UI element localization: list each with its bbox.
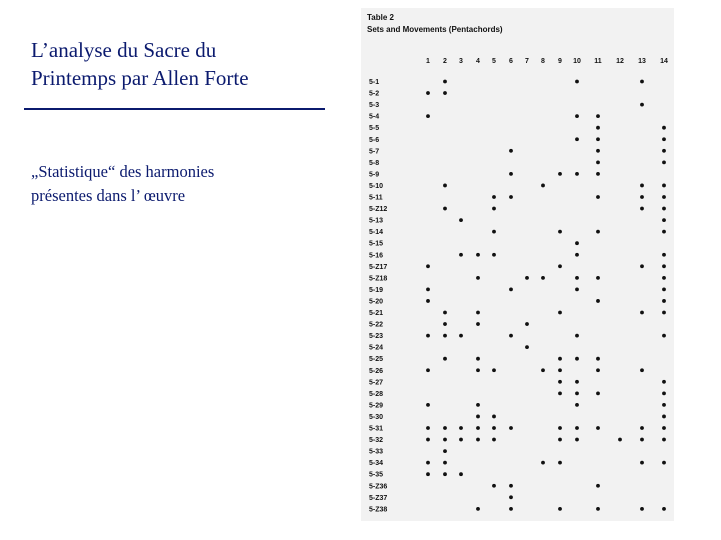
column-header-9: 9 (558, 58, 562, 65)
movement-mark (596, 484, 600, 488)
movement-mark (640, 207, 644, 211)
row-label: 5-6 (369, 136, 380, 144)
movement-mark (575, 380, 579, 384)
row-label: 5-25 (369, 356, 384, 364)
movement-mark (443, 426, 447, 430)
movement-mark (558, 311, 562, 315)
movement-mark (640, 426, 644, 430)
movement-mark (662, 195, 666, 199)
movement-mark (640, 311, 644, 315)
movement-mark (443, 461, 447, 465)
scanned-table-image (361, 8, 674, 521)
movement-mark (640, 195, 644, 199)
row-label: 5-33 (369, 448, 384, 456)
movement-mark (426, 288, 430, 292)
column-header-2: 2 (443, 58, 447, 65)
column-header-13: 13 (638, 58, 646, 65)
movement-mark (662, 126, 666, 130)
movement-mark (662, 311, 666, 315)
movement-mark (596, 357, 600, 361)
movement-mark (596, 507, 600, 511)
movement-mark (596, 391, 600, 395)
movement-mark (575, 114, 579, 118)
movement-mark (492, 438, 496, 442)
movement-mark (575, 80, 579, 84)
table-caption-title: Table 2 (367, 13, 394, 22)
movement-mark (541, 368, 545, 372)
movement-mark (640, 80, 644, 84)
row-label: 5-11 (369, 194, 383, 202)
movement-mark (443, 472, 447, 476)
movement-mark (662, 276, 666, 280)
row-label: 5-4 (369, 113, 380, 121)
movement-mark (426, 368, 430, 372)
movement-mark (525, 345, 529, 349)
column-header-6: 6 (509, 58, 513, 65)
column-header-3: 3 (459, 58, 463, 65)
movement-mark (640, 461, 644, 465)
movement-mark (426, 91, 430, 95)
movement-mark (575, 172, 579, 176)
movement-mark (596, 276, 600, 280)
movement-mark (476, 403, 480, 407)
row-label: 5-35 (369, 471, 384, 479)
movement-mark (509, 334, 513, 338)
column-header-10: 10 (573, 58, 581, 65)
movement-mark (662, 391, 666, 395)
row-label: 5-1 (369, 79, 380, 86)
row-label: 5-14 (369, 229, 384, 237)
movement-mark (575, 288, 579, 292)
movement-mark (662, 461, 666, 465)
row-label: 5-21 (369, 310, 384, 317)
movement-mark (662, 253, 666, 257)
movement-mark (459, 438, 463, 442)
row-label: 5-13 (369, 217, 384, 225)
movement-mark (509, 495, 513, 499)
movement-mark (596, 172, 600, 176)
row-label: 5-2 (369, 90, 380, 98)
row-label: 5-31 (369, 425, 384, 433)
movement-mark (492, 195, 496, 199)
column-header-4: 4 (476, 58, 480, 65)
row-label: 5-9 (369, 171, 380, 179)
movement-mark (443, 184, 447, 188)
column-header-8: 8 (541, 58, 545, 65)
movement-mark (509, 484, 513, 488)
movement-mark (575, 253, 579, 257)
movement-mark (640, 184, 644, 188)
movement-mark (426, 114, 430, 118)
movement-mark (443, 91, 447, 95)
movement-mark (459, 426, 463, 430)
row-label: 5-24 (369, 344, 384, 352)
row-label: 5-19 (369, 286, 384, 294)
row-label: 5-Z17 (369, 263, 388, 271)
movement-mark (509, 172, 513, 176)
movement-mark (492, 253, 496, 257)
movement-mark (662, 184, 666, 188)
movement-mark (558, 461, 562, 465)
movement-mark (662, 438, 666, 442)
row-label: 5-15 (369, 240, 384, 248)
movement-mark (575, 357, 579, 361)
movement-mark (662, 207, 666, 211)
row-label: 5-27 (369, 379, 384, 387)
movement-mark (662, 299, 666, 303)
movement-mark (476, 311, 480, 315)
movement-mark (662, 288, 666, 292)
movement-mark (662, 507, 666, 511)
movement-mark (558, 172, 562, 176)
column-header-12: 12 (616, 58, 624, 65)
movement-mark (640, 438, 644, 442)
row-label: 5-28 (369, 390, 384, 398)
movement-mark (525, 276, 529, 280)
column-header-14: 14 (660, 58, 668, 65)
row-label: 5-26 (369, 367, 384, 375)
movement-mark (459, 472, 463, 476)
movement-mark (640, 264, 644, 268)
movement-mark (662, 426, 666, 430)
movement-mark (443, 334, 447, 338)
column-header-1: 1 (426, 58, 430, 65)
movement-mark (525, 322, 529, 326)
movement-mark (558, 357, 562, 361)
movement-mark (662, 149, 666, 153)
row-label: 5-29 (369, 402, 384, 410)
movement-mark (575, 438, 579, 442)
row-label: 5-20 (369, 298, 384, 306)
movement-mark (596, 149, 600, 153)
column-header-5: 5 (492, 58, 496, 65)
movement-mark (662, 334, 666, 338)
movement-mark (596, 426, 600, 430)
movement-mark (575, 334, 579, 338)
movement-mark (492, 368, 496, 372)
title-divider (24, 108, 325, 110)
movement-mark (509, 195, 513, 199)
movement-mark (492, 207, 496, 211)
row-label: 5-Z12 (369, 206, 388, 214)
slide-title-line-1: L’analyse du Sacre du (31, 38, 217, 62)
movement-mark (662, 230, 666, 234)
movement-mark (662, 218, 666, 222)
movement-mark (640, 368, 644, 372)
movement-mark (509, 149, 513, 153)
movement-mark (492, 415, 496, 419)
movement-mark (492, 426, 496, 430)
row-labels (369, 79, 387, 513)
row-label: 5-5 (369, 125, 380, 133)
movement-mark (426, 426, 430, 430)
movement-mark (575, 137, 579, 141)
movement-mark (558, 438, 562, 442)
movement-mark (426, 461, 430, 465)
row-label: 5-8 (369, 159, 380, 167)
movement-mark (558, 264, 562, 268)
movement-mark (558, 230, 562, 234)
movement-mark (459, 334, 463, 338)
row-label: 5-22 (369, 321, 384, 329)
movement-mark (476, 368, 480, 372)
movement-mark (558, 426, 562, 430)
movement-mark (426, 403, 430, 407)
movement-mark (662, 415, 666, 419)
movement-mark (509, 507, 513, 511)
table-caption-subtitle: Sets and Movements (Pentachords) (367, 25, 503, 34)
movement-mark (426, 299, 430, 303)
movement-mark (492, 230, 496, 234)
movement-marks (426, 80, 666, 511)
movement-mark (426, 334, 430, 338)
movement-mark (509, 288, 513, 292)
movement-mark (596, 126, 600, 130)
movement-mark (662, 380, 666, 384)
row-label: 5-10 (369, 182, 384, 190)
movement-mark (575, 276, 579, 280)
movement-mark (459, 253, 463, 257)
slide-subtitle-line-1: „Statistique“ des harmonies (31, 162, 215, 181)
row-label: 5-Z38 (369, 506, 388, 514)
movement-mark (443, 357, 447, 361)
movement-mark (662, 160, 666, 164)
row-label: 5-7 (369, 148, 380, 156)
movement-mark (476, 357, 480, 361)
movement-mark (596, 195, 600, 199)
movement-mark (541, 184, 545, 188)
movement-mark (476, 507, 480, 511)
movement-mark (426, 264, 430, 268)
movement-mark (443, 311, 447, 315)
row-label: 5-32 (369, 437, 384, 445)
movement-mark (558, 507, 562, 511)
movement-mark (662, 403, 666, 407)
movement-mark (596, 368, 600, 372)
column-header-11: 11 (594, 58, 602, 65)
row-label: 5-Z36 (369, 483, 388, 491)
row-label: 5-Z18 (369, 275, 388, 283)
movement-mark (476, 426, 480, 430)
movement-mark (662, 137, 666, 141)
movement-mark (443, 449, 447, 453)
movement-mark (492, 484, 496, 488)
row-label: 5-Z37 (369, 494, 388, 502)
sets-movements-table (361, 8, 674, 521)
row-label: 5-34 (369, 460, 384, 468)
movement-mark (596, 137, 600, 141)
slide-subtitle (31, 160, 331, 208)
movement-mark (575, 391, 579, 395)
column-header-7: 7 (525, 58, 529, 65)
movement-mark (575, 403, 579, 407)
movement-mark (476, 253, 480, 257)
movement-mark (541, 461, 545, 465)
movement-mark (476, 438, 480, 442)
movement-mark (426, 472, 430, 476)
movement-mark (476, 322, 480, 326)
slide-title (31, 36, 331, 92)
movement-mark (476, 276, 480, 280)
row-label: 5-3 (369, 102, 380, 110)
movement-mark (596, 230, 600, 234)
row-label: 5-30 (369, 413, 384, 421)
movement-mark (558, 368, 562, 372)
movement-mark (509, 426, 513, 430)
movement-mark (558, 380, 562, 384)
slide-subtitle-line-2: présentes dans l’ œuvre (31, 186, 186, 205)
movement-mark (426, 438, 430, 442)
movement-mark (476, 415, 480, 419)
movement-mark (443, 80, 447, 84)
movement-mark (575, 426, 579, 430)
movement-mark (459, 218, 463, 222)
movement-mark (596, 299, 600, 303)
movement-mark (596, 114, 600, 118)
movement-mark (640, 103, 644, 107)
movement-mark (662, 264, 666, 268)
movement-mark (640, 507, 644, 511)
slide-title-line-2: Printemps par Allen Forte (31, 66, 249, 90)
row-label: 5-16 (369, 252, 384, 260)
movement-mark (558, 391, 562, 395)
movement-mark (443, 438, 447, 442)
movement-mark (541, 276, 545, 280)
movement-mark (443, 322, 447, 326)
movement-mark (618, 438, 622, 442)
movement-mark (596, 160, 600, 164)
row-label: 5-23 (369, 333, 384, 341)
column-headers (426, 58, 668, 65)
movement-mark (443, 207, 447, 211)
movement-mark (575, 241, 579, 245)
